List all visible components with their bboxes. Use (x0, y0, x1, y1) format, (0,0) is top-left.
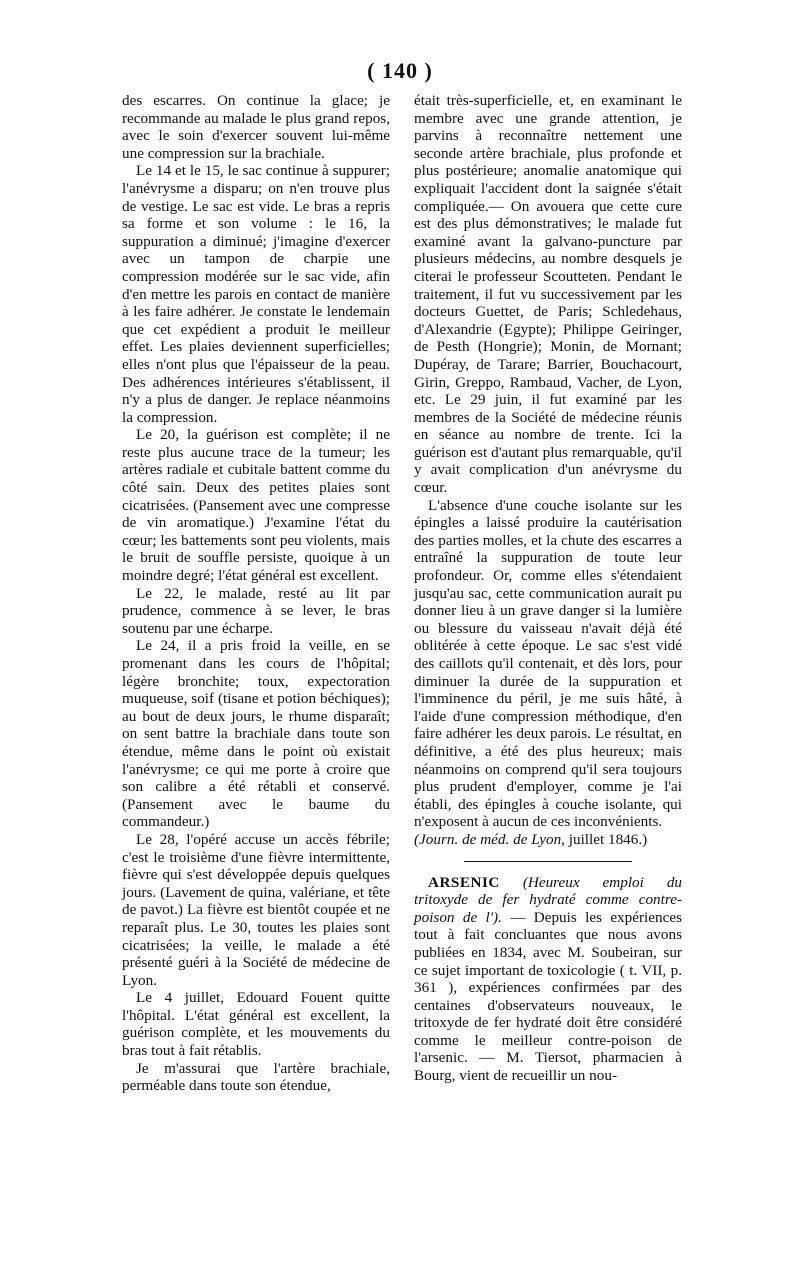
page-number: ( 140 ) (367, 58, 433, 83)
paragraph: était très-superficielle, et, en examinant le membre avec une grande attention, je parvins à reconnaître nettement une seconde artère brachiale, plus profonde et plus postérieure; anomalie anatomique qui expliquait l'accident dont la saignée s'était compliquée.— On avouera que cette cure est des plus démonstratives; le malade fut examiné avant la galvano-puncture par plusieurs médecins, au nombre desquels je citerai le professeur Scoutteten. Pendant le traitement, il fut vu successivement par les docteurs Guettet, de Paris; Schledehaus, d'Alexandrie (Egypte); Philippe Geiringer, de Pesth (Hongrie); Monin, de Mornant; Dupéray, de Tarare; Barrier, Bouchacourt, Girin, Greppo, Rambaud, Vacher, de Lyon, etc. Le 29 juin, il fut examiné par les membres de la Société de médecine réunis en séance au nombre de trente. Ici la guérison est d'autant plus remarquable, qu'il y avait complication d'un anévrysme du cœur. (414, 92, 682, 497)
citation-date: juillet 1846.) (568, 830, 648, 848)
section-divider (464, 861, 632, 862)
paragraph: Le 22, le malade, resté au lit par prudence, commence à se lever, le bras soutenu par une écharpe. (122, 584, 390, 637)
paragraph: Le 20, la guérison est complète; il ne reste plus aucune trace de la tumeur; les artères radiale et cubitale battent comme du côté sain. Deux des petites plaies sont cicatrisées. (Pansement avec une compresse de vin aromatique.) J'examine l'état du cœur; les battements sont peu violents, mais le bruit de souffle persiste, quoique à un moindre degré; l'état général est excellent. (122, 426, 390, 585)
arsenic-section (414, 874, 682, 1085)
paragraph: Le 24, il a pris froid la veille, en se promenant dans les cours de l'hôpital; légère bronchite; toux, expectoration muqueuse, soif (tisane et potion béchiques); au bout de deux jours, le rhume disparaît; on sent battre la brachiale dans toute son étendue, même dans le point où existait l'anévrysme; ce qui me porte à croire que son calibre a été rétabli et conservé. (Pansement avec le baume du commandeur.) (122, 637, 390, 831)
paragraph: L'absence d'une couche isolante sur les épingles a laissé produire la cautérisation des parties molles, et la chute des escarres a entraîné la suppuration de toute leur profondeur. Or, comme elles s'étendaient jusqu'au sac, cette communication aurait pu donner lieu à un grave danger si la lumière ou blessure du vaisseau n'avait déjà été oblitérée à cette époque. Le sac s'est vidé des caillots qu'il contenait, et dès lors, pour diminuer la durée de la suppuration et l'imminence du péril, je me suis hâté, à l'aide d'une compression méthodique, d'en faire adhérer les deux parois. Le résultat, en définitive, a été des plus heureux; mais néanmoins on comprend qu'il sera toujours plus prudent d'employer, comme je l'ai établi, des épingles à couche isolante, qui n'exposent à aucun de ces inconvénients. (414, 496, 682, 831)
paragraph: Le 28, l'opéré accuse un accès fébrile; c'est le troisième d'une fièvre intermittente, fièvre qui s'est développée depuis quelques jours. (Lavement de quina, valériane, et tête de pavot.) La fièvre est bientôt coupée et ne reparaît plus. Le 30, toutes les plaies sont cicatrisées; la veille, le malade a été présenté guéri à la Société de médecine de Lyon. (122, 830, 390, 989)
paragraph: des escarres. On continue la glace; je recommande au malade le plus grand repos, avec le soin d'exercer souvent lui-même une compression sur la brachiale. (122, 92, 390, 162)
right-column (414, 92, 682, 1085)
arsenic-heading: ARSENIC (428, 873, 500, 891)
arsenic-text: — Depuis les expériences tout à fait concluantes que nous avons publiées en 1834, avec M. Soubeiran, sur ce sujet important de toxicologie ( t. VII, p. 361 ), expériences confirmées par des centaines d'observateurs nouveaux, le tritoxyde de fer hydraté doit être considéré comme le meilleur contre-poison de l'arsenic. — M. Tiersot, pharmacien à Bourg, vient de recueillir un nou- (414, 908, 682, 1085)
citation-line (414, 831, 682, 849)
right-column-paragraphs (414, 92, 682, 831)
paragraph: Je m'assurai que l'artère brachiale, perméable dans toute son étendue, (122, 1059, 390, 1095)
arsenic-subtitle: (Heureux emploi du tritoxyde de fer hydraté comme contre-poison de l'). (414, 873, 683, 926)
paragraph: Le 14 et le 15, le sac continue à suppurer; l'anévrysme a disparu; on n'en trouve plus de vestige. Le sac est vide. Le bras a repris sa forme et son volume : le 16, la suppuration a diminué; j'imagine d'exercer avec un tampon de charpie une compression modérée sur le sac vide, afin d'en mettre les parois en contact de manière à les faire adhérer. Je constate le lendemain que cet expédient a produit le meilleur effet. Les plaies deviennent superficielles; elles n'ont plus que l'épaisseur de la peau. Des adhérences intérieures s'établissent, il n'y a plus de danger. Je replace néanmoins la compression. (122, 162, 390, 426)
citation-source: (Journ. de méd. de Lyon, (414, 830, 565, 848)
left-column (122, 92, 390, 1095)
paragraph: Le 4 juillet, Edouard Fouent quitte l'hôpital. L'état général est excellent, la guérison complète, et les mouvements du bras tout à fait rétablis. (122, 989, 390, 1060)
